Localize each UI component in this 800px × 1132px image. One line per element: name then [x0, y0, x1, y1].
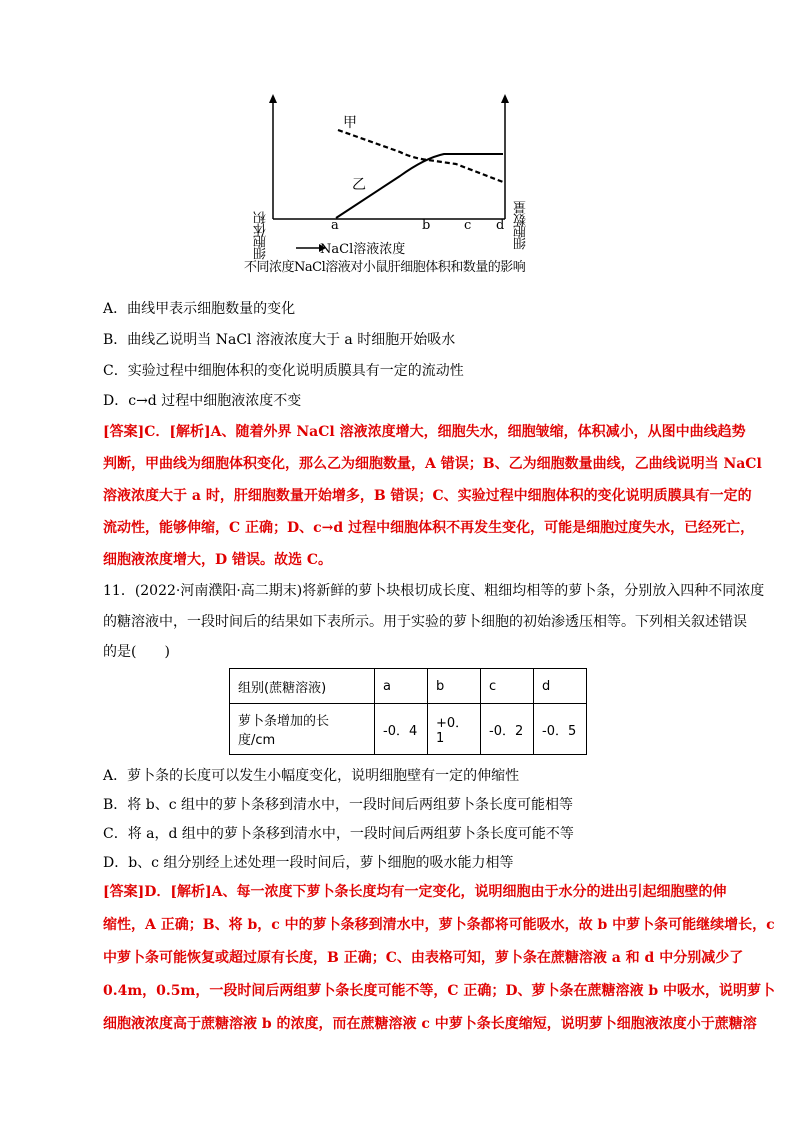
q10-option-a: A．曲线甲表示细胞数量的变化: [103, 301, 296, 317]
figure-caption: 不同浓度NaCl溶液对小鼠肝细胞体积和数量的影响: [244, 260, 526, 275]
curve-yi-label: 乙: [352, 177, 366, 193]
table-cell: -0．2: [481, 704, 534, 755]
table-cell: 萝卜条增加的长度/cm: [230, 704, 375, 755]
tick-a: a: [331, 218, 339, 233]
y-axis-left-arrow: [269, 94, 277, 103]
q11-answer-line-4: 0.4m，0.5m，一段时间后两组萝卜条长度可能不等，C 正确；D、萝卜条在蔗糖溶液 b 中吸水，说明萝卜: [103, 983, 776, 999]
q11-answer-line-3: 中萝卜条可能恢复或超过原有长度，B 正确；C、由表格可知，萝卜条在蔗糖溶液 a 和 d 中分别减少了: [103, 950, 744, 966]
table-header-cell: a: [375, 669, 428, 704]
q10-answer-line-2: 判断，甲曲线为细胞体积变化，那么乙为细胞数量，A 错误；B、乙为细胞数量曲线，乙曲线说明当 NaCl: [103, 456, 762, 472]
table-cell: -0．5: [534, 704, 587, 755]
q10-option-d: D．c→d 过程中细胞液浓度不变: [103, 393, 302, 409]
q11-option-d: D．b、c 组分别经上述处理一段时间后，萝卜细胞的吸水能力相等: [103, 855, 514, 871]
q11-option-b: B．将 b、c 组中的萝卜条移到清水中，一段时间后两组萝卜条长度可能相等: [103, 797, 573, 813]
table-row: [230, 704, 587, 755]
x-axis-label: NaCl溶液浓度: [320, 242, 406, 257]
q11-stem-line-2: 的糖溶液中，一段时间后的结果如下表所示。用于实验的萝卜细胞的初始渗透压相等。下列相关叙述错误: [103, 614, 747, 630]
q11-stem-line-3: 的是( ): [103, 644, 170, 660]
q11-option-c: C．将 a，d 组中的萝卜条移到清水中，一段时间后两组萝卜条长度可能不等: [103, 826, 574, 842]
q11-answer-line-1: [答案]D．[解析]A、每一浓度下萝卜条长度均有一定变化，说明细胞由于水分的进出引起细胞壁的伸: [103, 884, 727, 900]
q11-option-a: A．萝卜条的长度可以发生小幅度变化，说明细胞壁有一定的伸缩性: [103, 768, 520, 784]
tick-b: b: [422, 218, 431, 233]
table-cell: -0．4: [375, 704, 428, 755]
tick-c: c: [464, 218, 472, 233]
curve-jia-label: 甲: [343, 115, 357, 131]
table-cell: +0．1: [428, 704, 481, 755]
q11-answer-line-5: 细胞液浓度高于蔗糖溶液 b 的浓度，而在蔗糖溶液 c 中萝卜条长度缩短，说明萝卜细胞液浓度小于蔗糖溶: [103, 1016, 757, 1032]
table-header-cell: c: [481, 669, 534, 704]
q10-option-b: B．曲线乙说明当 NaCl 溶液浓度大于 a 时细胞开始吸水: [103, 332, 456, 348]
q10-answer-line-3: 溶液浓度大于 a 时，肝细胞数量开始增多，B 错误；C、实验过程中细胞体积的变化说明质膜具有一定的: [103, 488, 752, 504]
tick-d: d: [496, 218, 505, 233]
q10-answer-line-4: 流动性，能够伸缩，C 正确；D、c→d 过程中细胞体积不再发生变化，可能是细胞过度失水，已经死亡，: [103, 520, 755, 536]
table-header-row: [230, 669, 587, 704]
figure: [240, 92, 570, 282]
table-header-cell: d: [534, 669, 587, 704]
q11-answer-line-2: 缩性，A 正确；B、将 b，c 中的萝卜条移到清水中，萝卜条都将可能吸水，故 b 中萝卜条可能继续增长，c: [103, 917, 775, 933]
y-right-label: 细胞数量: [514, 202, 529, 250]
table-header-cell: b: [428, 669, 481, 704]
q10-option-c: C．实验过程中细胞体积的变化说明质膜具有一定的流动性: [103, 363, 464, 379]
q10-answer-line-5: 细胞液浓度增大，D 错误。故选 C。: [103, 552, 333, 568]
y-left-label: 细胞体积: [254, 212, 269, 260]
table-header-cell: 组别(蔗糖溶液): [230, 669, 375, 704]
y-axis-right-arrow: [501, 94, 509, 103]
q11-stem-line-1: 11．(2022·河南濮阳·高二期末)将新鲜的萝卜块根切成长度、粗细均相等的萝卜条，分别放入四种不同浓度: [103, 583, 765, 599]
data-table: [229, 668, 587, 755]
q10-answer-line-1: [答案]C．[解析]A、随着外界 NaCl 溶液浓度增大，细胞失水，细胞皱缩，体积减小，从图中曲线趋势: [103, 424, 746, 440]
